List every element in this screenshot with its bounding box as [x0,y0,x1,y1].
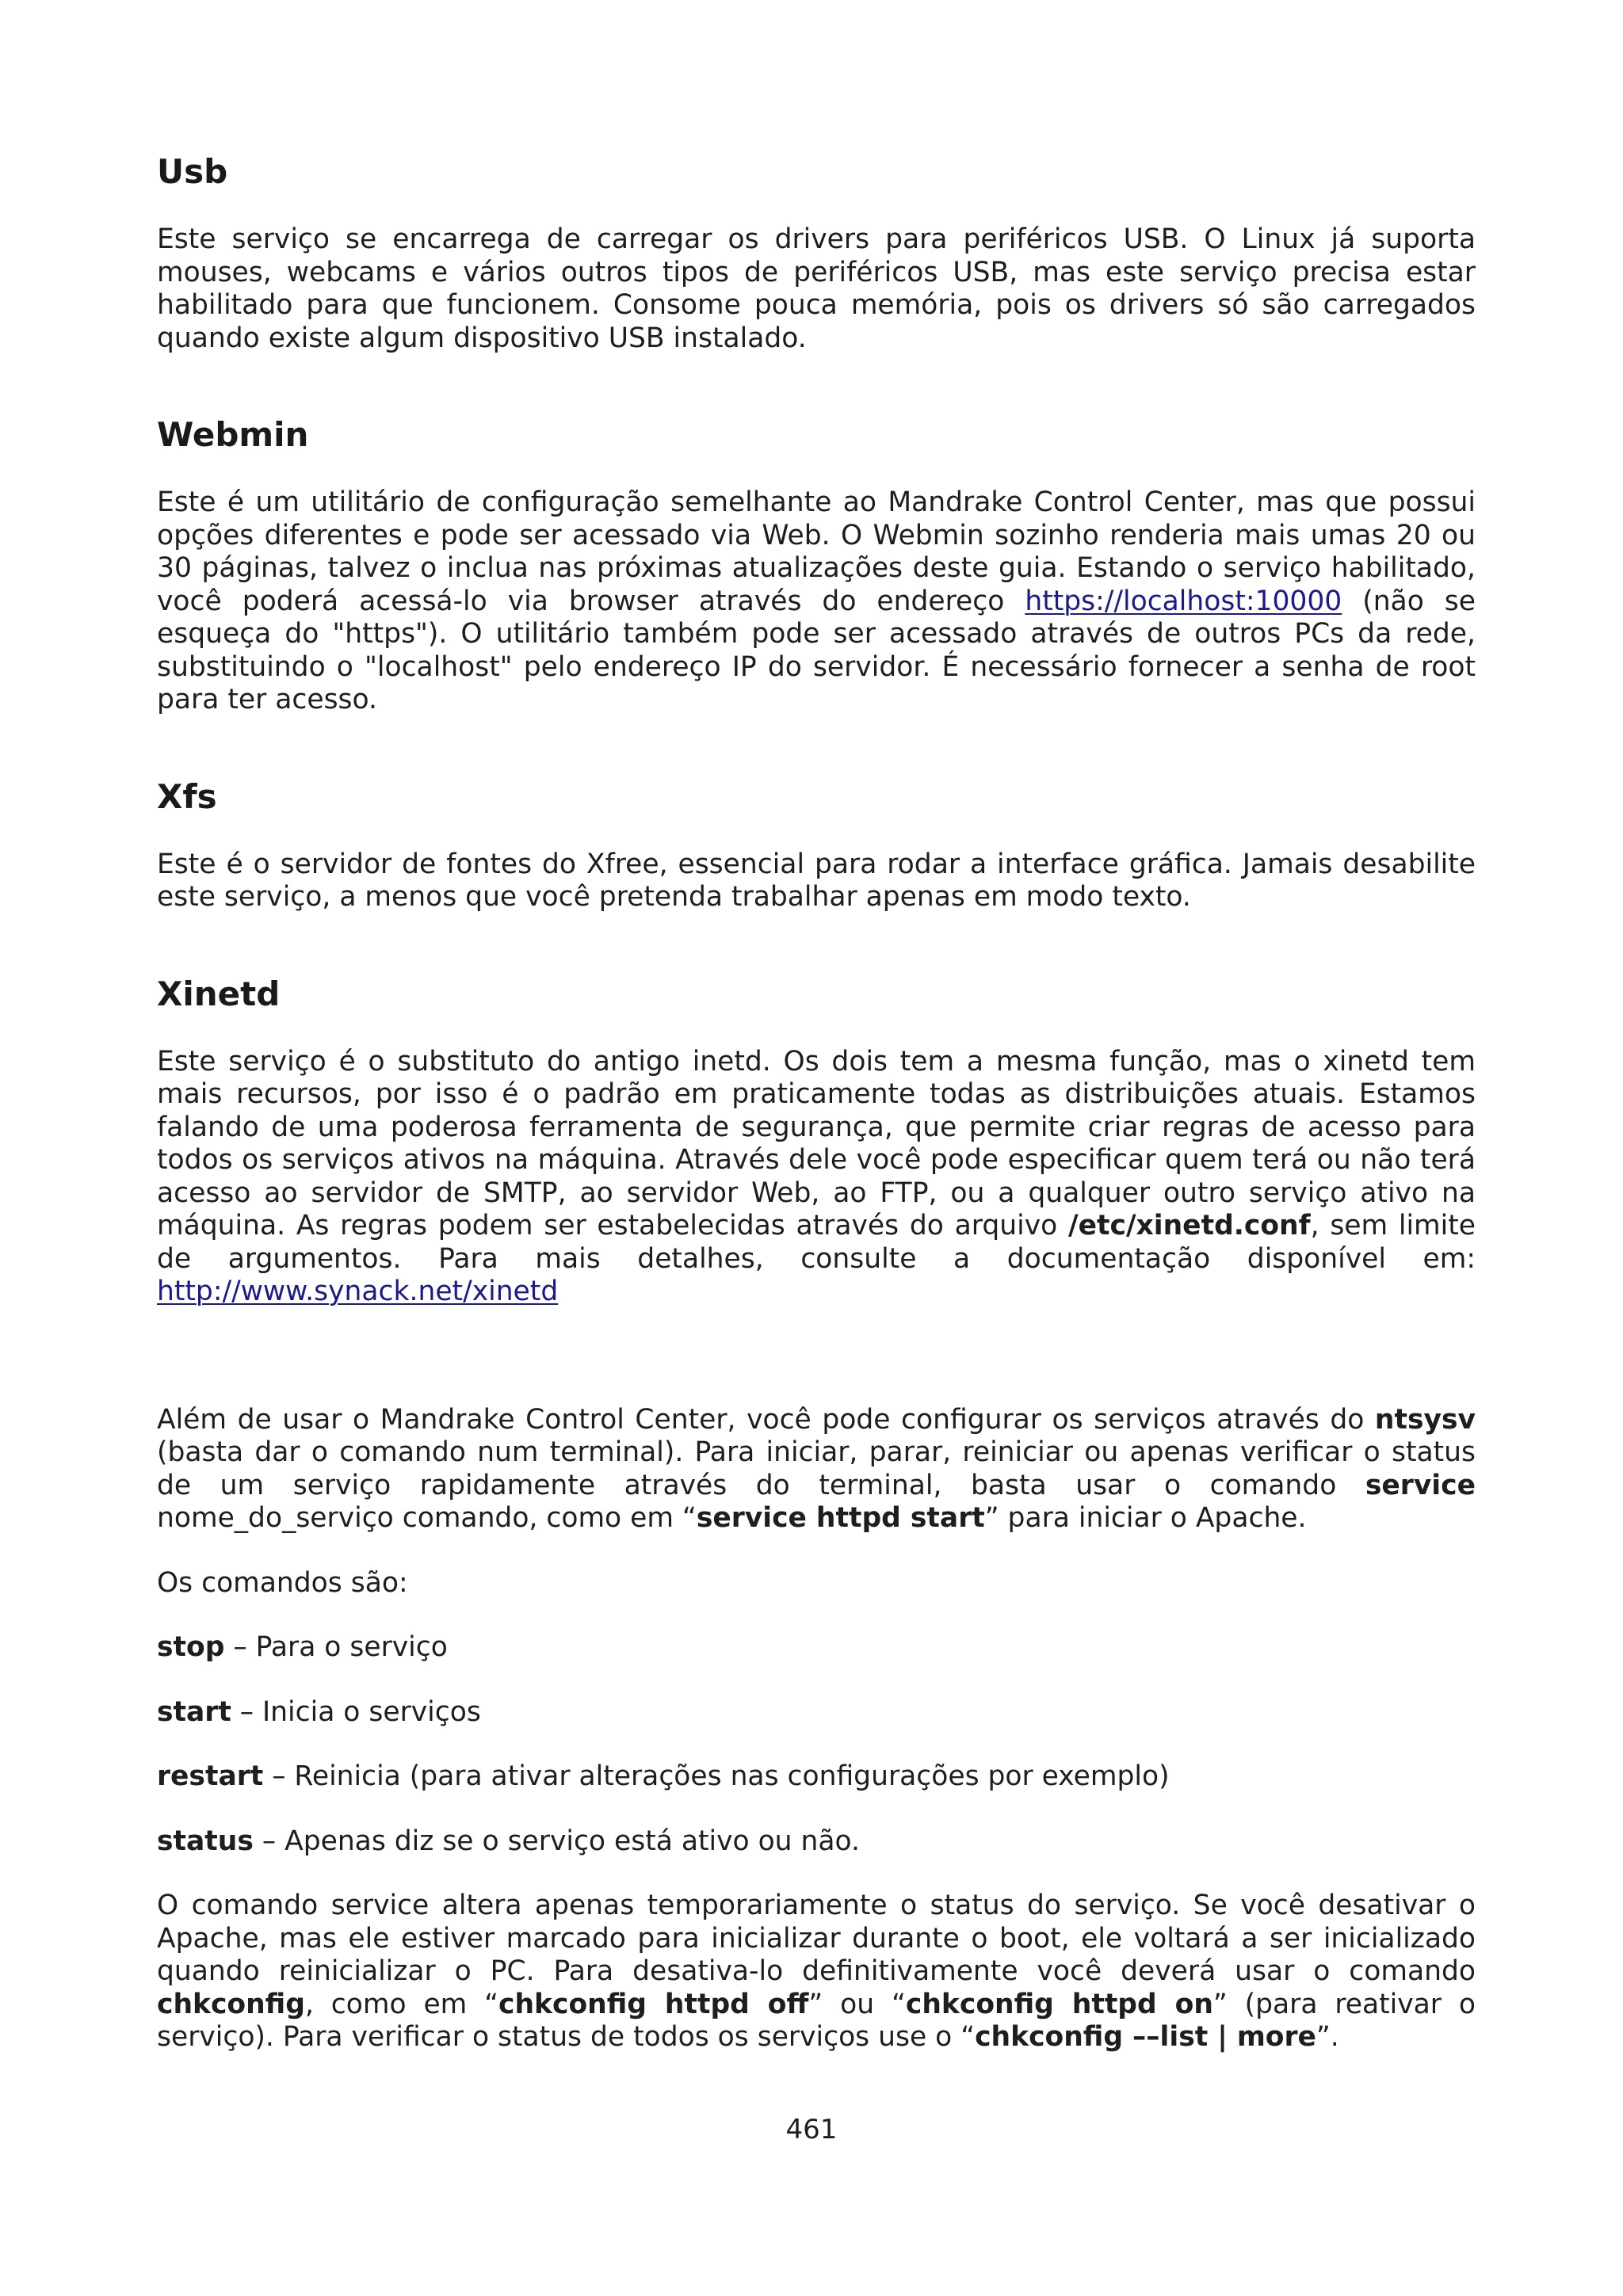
intro-bold-ntsysv: ntsysv [1374,1403,1476,1436]
paragraph-webmin [157,486,1476,717]
paragraph-usb: Este serviço se encarrega de carregar os drivers para periféricos USB. O Linux já suporta mouses, webcams e vários outros tipos de periféricos USB, mas este serviço precisa estar habilitado para que funcionem. Consome pouca memória, pois os drivers só são carregados quando existe algum dispositivo USB instalado. [157,223,1476,354]
paragraph-intro [157,1404,1476,1535]
webmin-url-link[interactable]: https://localhost:10000 [1025,585,1342,617]
heading-xfs: Xfs [157,776,217,816]
intro-text-3: nome_do_serviço comando, como em “ [157,1502,697,1534]
command-restart [157,1760,1476,1794]
command-stop [157,1631,1476,1665]
heading-webmin: Webmin [157,415,309,454]
command-desc: – Inicia o serviços [231,1695,481,1728]
commands-label: Os comandos são: [157,1566,408,1599]
paragraph-closing [157,1890,1476,2054]
intro-bold-service: service [1365,1469,1476,1501]
section-usb [157,152,1476,355]
paragraph-xfs: Este é o servidor de fontes do Xfree, essencial para rodar a interface gráfica. Jamais desabilite este serviço, a menos que você pretenda trabalhar apenas em modo texto. [157,848,1476,913]
closing-bold-httpd-on: chkconfig httpd on [905,1988,1213,2020]
closing-text-4: ” (para reativar o serviço). Para verificar o status de todos os serviços use o “ [157,1988,1476,2053]
command-name: stop [157,1631,225,1663]
xinetd-config-file: /etc/xinetd.conf [1068,1210,1311,1241]
intro-text-4: ” para iniciar o Apache. [984,1502,1307,1534]
command-desc: – Reinicia (para ativar alterações nas configurações por exemplo) [263,1760,1170,1792]
closing-text-5: ”. [1316,2021,1339,2053]
page-content [157,152,1476,2054]
intro-bold-service-httpd-start: service httpd start [696,1502,985,1534]
heading-usb: Usb [157,152,228,191]
section-xinetd [157,974,1476,1309]
closing-text-1: O comando service altera apenas temporariamente o status do serviço. Se você desativar o Apache, mas ele estiver marcado para inicializar durante o boot, ele voltará a ser inicializado quando reinicializar o PC. Para desativa-lo definitivamente você deverá usar o comando [157,1890,1476,1987]
page-number: 461 [785,2114,838,2145]
webmin-text-1: Este é um utilitário de configuração semelhante ao Mandrake Control Center, mas que possui opções diferentes e pode ser acessado via Web. O Webmin sozinho renderia mais umas 20 ou 30 páginas, talvez o inclua nas próximas atualizações deste guia. Estando o serviço habilitado, você poderá acessá-lo via browser através do endereço [157,486,1476,617]
command-desc: – Para o serviço [224,1631,448,1663]
section-xfs [157,777,1476,914]
command-status [157,1825,1476,1859]
intro-text-2: (basta dar o comando num terminal). Para iniciar, parar, reiniciar ou apenas verificar o status de um serviço rapidamente através do terminal, basta usar o comando [157,1436,1476,1501]
command-desc: – Apenas diz se o serviço está ativo ou não. [253,1825,860,1857]
xinetd-url-link[interactable]: http://www.synack.net/xinetd [157,1276,559,1307]
command-name: start [157,1695,231,1728]
xinetd-text-2: , sem limite de argumentos. Para mais detalhes, consulte a documentação disponível em: [157,1210,1476,1275]
command-name: restart [157,1760,264,1792]
closing-bold-chkconfig: chkconfig [157,1988,305,2020]
section-webmin [157,415,1476,717]
closing-bold-list-more: chkconfig ––list | more [975,2021,1316,2053]
intro-text-1: Além de usar o Mandrake Control Center, você pode configurar os serviços através do [157,1403,1375,1436]
closing-bold-httpd-off: chkconfig httpd off [498,1988,809,2020]
paragraph-xinetd [157,1046,1476,1309]
closing-text-3: ” ou “ [808,1988,906,2020]
command-start [157,1696,1476,1730]
xinetd-text-1: Este serviço é o substituto do antigo inetd. Os dois tem a mesma função, mas o xinetd tem mais recursos, por isso é o padrão em praticamente todas as distribuições atuais. Estamos falando de uma poderosa ferramenta de segurança, que permite criar regras de acesso para todos os serviços ativos na máquina. Através dele você pode especificar quem terá ou não terá acesso ao servidor de SMTP, ao servidor Web, ao FTP, ou a qualquer outro serviço ativo na máquina. As regras podem ser estabelecidas através do arquivo [157,1045,1476,1241]
closing-text-2: , como em “ [304,1988,499,2020]
command-name: status [157,1825,254,1857]
webmin-text-2: (não se esqueça do "https"). O utilitário também pode ser acessado através de outros PCs da rede, substituindo o "localhost" pelo endereço IP do servidor. É necessário fornecer a senha de root para ter acesso. [157,585,1476,715]
heading-xinetd: Xinetd [157,974,281,1013]
